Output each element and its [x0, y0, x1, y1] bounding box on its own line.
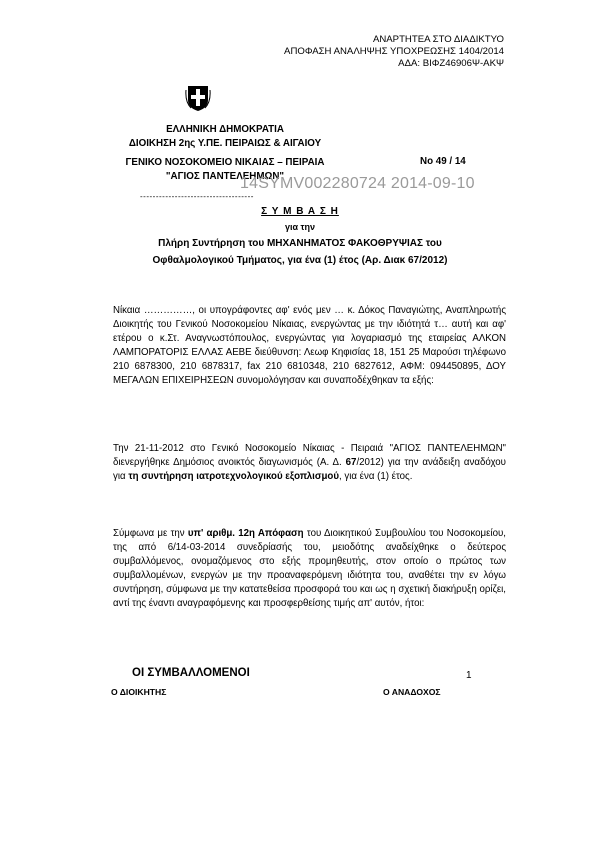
title-for: για την	[284, 222, 316, 232]
header-hospital-name: "ΑΓΙΟΣ ΠΑΝΤΕΛΕΗΜΩΝ"	[165, 171, 285, 182]
document-stamp-id: 14SYMV002280724 2014-09-10	[240, 175, 475, 192]
title-subject-line1: Πλήρη Συντήρηση του ΜΗΧΑΝΗΜΑΤΟΣ ΦΑΚΟΘΡΥΨΙΑΣ του	[158, 238, 442, 249]
divider: ------------------------------------	[140, 192, 254, 201]
top-right-notice	[284, 34, 504, 70]
contract-title: Σ Υ Μ Β Α Σ Η	[261, 206, 339, 217]
title-subject-line2: Οφθαλμολογικού Τμήματος, για ένα (1) έτος (Αρ. Διακ 67/2012)	[152, 255, 448, 266]
header-administration: ΔΙΟΙΚΗΣΗ 2ης Υ.ΠΕ. ΠΕΙΡΑΙΩΣ & ΑΙΓΑΙΟΥ	[128, 138, 322, 149]
header-republic: ΕΛΛΗΝΙΚΗ ΔΗΜΟΚΡΑΤΙΑ	[166, 124, 284, 135]
paragraph-decision: Σύμφωνα με την υπ' αριθμ. 12η Απόφαση του Διοικητικού Συμβουλίου του Νοσοκομείου, της από 6/14-03-2014 συνεδρίασής του, μειοδότης αναδείχθηκε ο δεύτερος συμβαλλόμενος, ονομαζόμενος στο εξής προμηθευτής, στον οποίο ο πρώτος των συμβαλλομένων, ενεργών με την προαναφερόμενη ιδιότητα του, αναθέτει την εν λόγω συντήρηση, σύμφωνα με την κατατεθείσα προσφορά του και ως η σχετική διακήρυξη ορίζει, αντί της έναντι αναγραφόμενης και προσφερθείσης τιμής απ' αυτόν, ήτοι:	[113, 528, 506, 609]
director-signature-label: Ο ΔΙΟΙΚΗΤΗΣ	[111, 687, 167, 697]
paragraph-parties: Νίκαια ……………, οι υπογράφοντες αφ' ενός μεν … κ. Δόκος Παναγιώτης, Αναπληρωτής Διοικητής του Γενικού Νοσοκομείου Νίκαιας, ενεργώντας με την ιδιότητά τ… αυτή και αφ' ετέρου ο κ.Στ. Αναγνωστόπουλος, ενεργώντας για λογαριασμό της εταιρείας ΑΛΚΟΝ ΛΑΜΠΟΡΑΤΟΡΙΣ ΕΛΛΑΣ ΑΕΒΕ διεύθυνση: Λεωφ Κηφισίας 18, 151 25 Μαρούσι τηλέφωνο 210 6878300, 210 6878317, fax 210 6810348, 210 6827612, ΑΦΜ: 094450895, ΔΟΥ ΜΕΓΑΛΩΝ ΕΠΙΧΕΙΡΗΣΕΩΝ συνομολόγησαν και συναποδέχθηκαν τα εξής:	[113, 305, 506, 386]
page-number: 1	[466, 670, 472, 681]
contract-number: Νο 49 / 14	[420, 156, 466, 167]
ada-code: ΑΔΑ: ΒΙΦΖ46906Ψ-ΑΚΨ	[398, 58, 504, 69]
contracting-parties: ΟΙ ΣΥΜΒΑΛΛΟΜΕΝΟΙ	[132, 667, 250, 679]
commitment-decision: ΑΠΟΦΑΣΗ ΑΝΑΛΗΨΗΣ ΥΠΟΧΡΕΩΣΗΣ 1404/2014	[284, 46, 504, 57]
contractor-signature-label: Ο ΑΝΑΔΟΧΟΣ	[383, 687, 441, 697]
posting-note: ΑΝΑΡΤΗΤΕΑ ΣΤΟ ΔΙΑΔΙΚΤΥΟ	[372, 34, 504, 45]
header-hospital: ΓΕΝΙΚΟ ΝΟΣΟΚΟΜΕΙΟ ΝΙΚΑΙΑΣ – ΠΕΙΡΑΙΑ	[125, 157, 325, 168]
paragraph-tender: Την 21-11-2012 στο Γενικό Νοσοκομείο Νίκαιας - Πειραιά "ΑΓΙΟΣ ΠΑΝΤΕΛΕΗΜΩΝ" διενεργήθηκε Δημόσιος ανοικτός διαγωνισμός (Α. Δ. 67/2012) για την ανάδειξη αναδόχου για τη συντήρηση ιατροτεχνολογικού εξοπλισμού, για ένα (1) έτος.	[113, 443, 506, 482]
coat-of-arms-icon	[185, 84, 211, 112]
